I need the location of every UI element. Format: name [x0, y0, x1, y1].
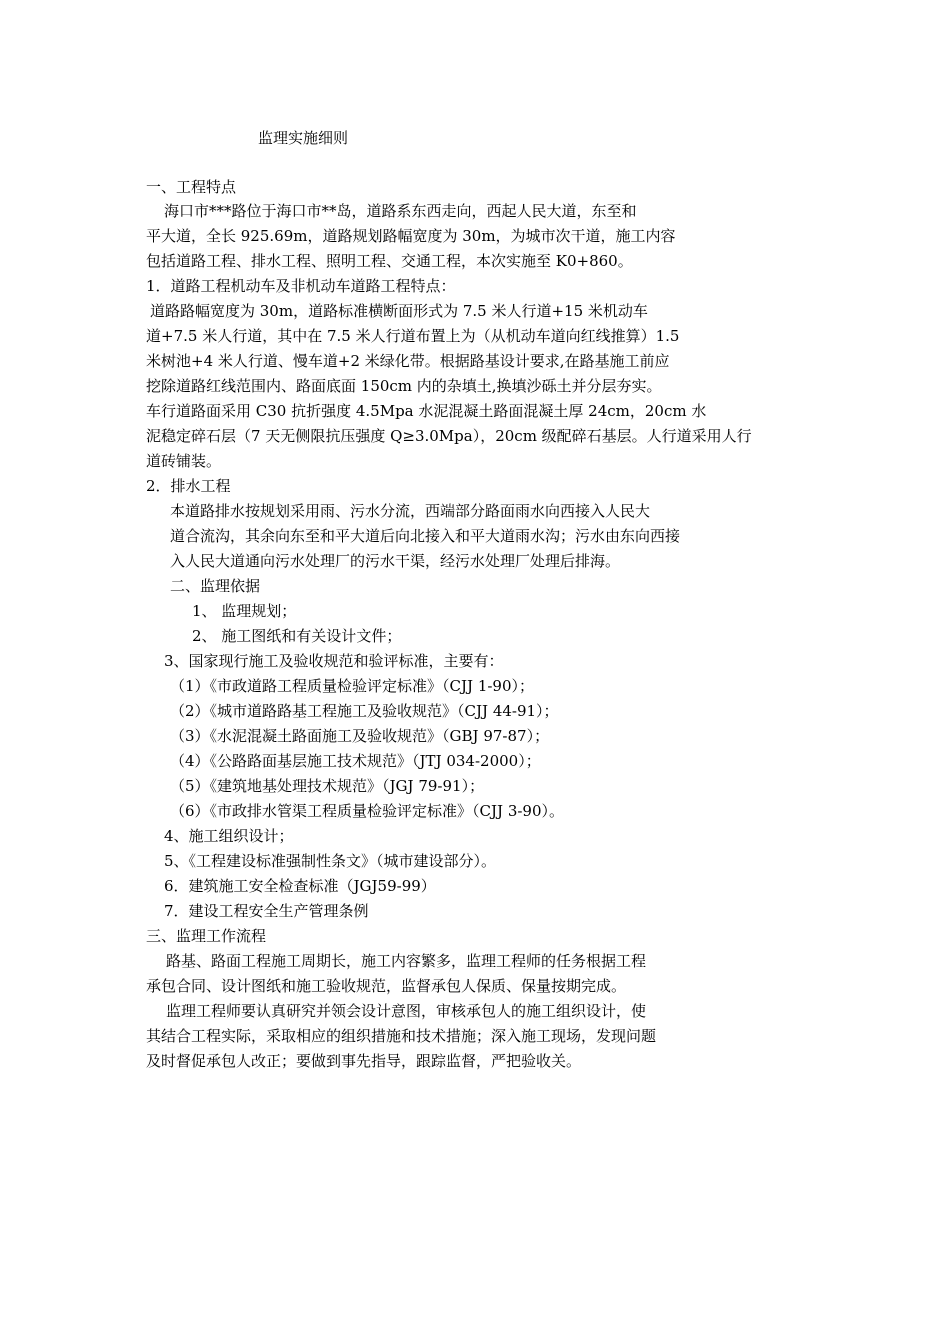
- text-line: 路基、路面工程施工周期长，施工内容繁多，监理工程师的任务根据工程: [166, 952, 647, 970]
- list-item: 3、国家现行施工及验收规范和验评标准，主要有：: [164, 652, 504, 670]
- text-line: 海口市***路位于海口市**岛，道路系东西走向，西起人民大道，东至和: [164, 202, 637, 220]
- section-heading: 二、监理依据: [170, 577, 261, 595]
- text-line: 承包合同、设计图纸和施工验收规范，监督承包人保质、保量按期完成。: [146, 977, 627, 995]
- text-line: 挖除道路红线范围内、路面底面 150cm 内的杂填土,换填沙砾土并分层夯实。: [146, 377, 662, 395]
- text-line: 监理工程师要认真研究并领会设计意图，审核承包人的施工组织设计，使: [166, 1002, 647, 1020]
- text-line: 本道路排水按规划采用雨、污水分流，西端部分路面雨水向西接入人民大: [170, 502, 651, 520]
- text-line: 泥稳定碎石层（7 天无侧限抗压强度 Q≥3.0Mpa），20cm 级配碎石基层。人行道采用人行: [146, 427, 752, 445]
- list-item: 7．建设工程安全生产管理条例: [164, 902, 369, 920]
- subsection-heading: 1．道路工程机动车及非机动车道路工程特点：: [146, 277, 456, 295]
- list-item: 1、 监理规划；: [192, 602, 297, 620]
- standard-item: （4）《公路路面基层施工技术规范》（JTJ 034-2000）；: [170, 752, 541, 770]
- standard-item: （1）《市政道路工程质量检验评定标准》（CJJ 1-90）；: [170, 677, 535, 695]
- text-line: 及时督促承包人改正；要做到事先指导，跟踪监督，严把验收关。: [146, 1052, 582, 1070]
- text-line: 包括道路工程、排水工程、照明工程、交通工程，本次实施至 K0+860。: [146, 252, 633, 270]
- text-line: 道合流沟，其余向东至和平大道后向北接入和平大道雨水沟；污水由东向西接: [170, 527, 681, 545]
- text-line: 道路路幅宽度为 30m，道路标准横断面形式为 7.5 米人行道+15 米机动车: [150, 302, 648, 320]
- text-line: 米树池+4 米人行道、慢车道+2 米绿化带。根据路基设计要求,在路基施工前应: [146, 352, 670, 370]
- list-item: 4、施工组织设计；: [164, 827, 294, 845]
- standard-item: （5）《建筑地基处理技术规范》（JGJ 79-91）；: [170, 777, 485, 795]
- standard-item: （6）《市政排水管渠工程质量检验评定标准》（CJJ 3-90）。: [170, 802, 565, 820]
- text-line: 道砖铺装。: [146, 452, 222, 470]
- standard-item: （2）《城市道路路基工程施工及验收规范》（CJJ 44-91）；: [170, 702, 559, 720]
- standard-item: （3）《水泥混凝土路面施工及验收规范》（GBJ 97-87）；: [170, 727, 550, 745]
- list-item: 6．建筑施工安全检查标准（JGJ59-99）: [164, 877, 436, 895]
- text-line: 车行道路面采用 C30 抗折强度 4.5Mpa 水泥混凝土路面混凝土厚 24cm，20cm 水: [146, 402, 707, 420]
- text-line: 入人民大道通向污水处理厂的污水干渠，经污水处理厂处理后排海。: [170, 552, 621, 570]
- document-title: 监理实施细则: [258, 129, 349, 147]
- list-item: 5、《工程建设标准强制性条文》（城市建设部分）。: [164, 852, 497, 870]
- section-heading: 三、监理工作流程: [146, 927, 267, 945]
- list-item: 2、 施工图纸和有关设计文件；: [192, 627, 402, 645]
- subsection-heading: 2．排水工程: [146, 477, 231, 495]
- text-line: 平大道，全长 925.69m，道路规划路幅宽度为 30m，为城市次干道，施工内容: [146, 227, 676, 245]
- section-heading: 一、工程特点: [146, 178, 237, 196]
- text-line: 其结合工程实际，采取相应的组织措施和技术措施；深入施工现场，发现问题: [146, 1027, 657, 1045]
- text-line: 道+7.5 米人行道，其中在 7.5 米人行道布置上为（从机动车道向红线推算）1.5: [146, 327, 680, 345]
